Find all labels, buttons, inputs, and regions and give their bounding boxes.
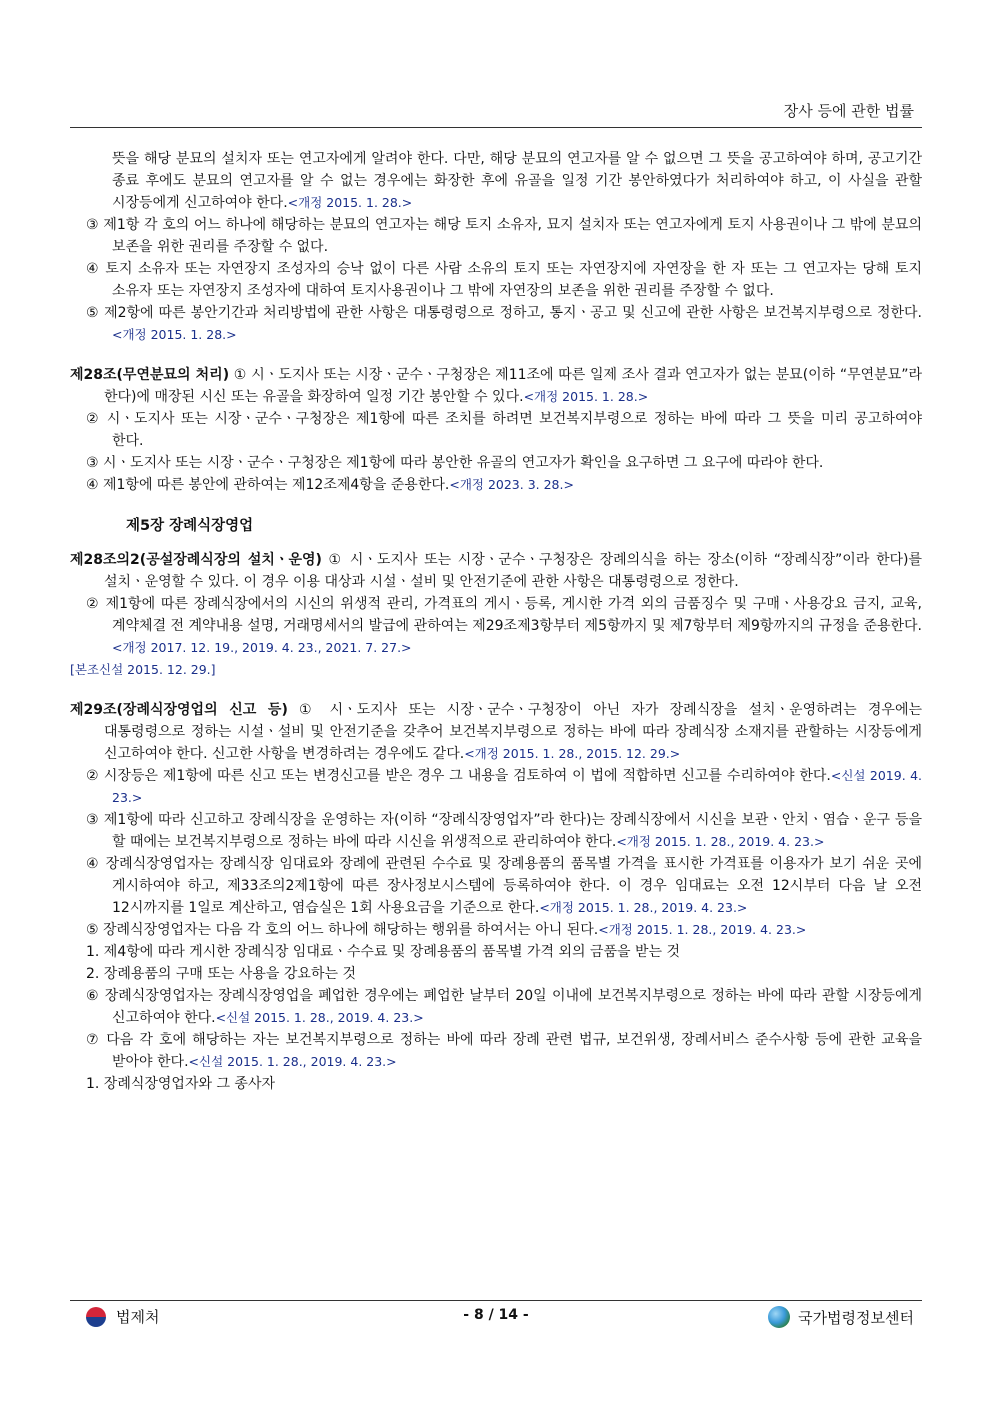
revision-note: <개정 2015. 1. 28., 2019. 4. 23.> xyxy=(598,922,807,937)
revision-note: <개정 2017. 12. 19., 2019. 4. 23., 2021. 7. 27.> xyxy=(112,640,412,655)
clause-text: ⑥ 장례식장영업자는 장례식장영업을 폐업한 경우에는 폐업한 날부터 20일 이내에 보건복지부령으로 정하는 바에 따라 관할 시장등에게 신고하여야 한다. xyxy=(86,988,922,1026)
clause-text: ② 시장등은 제1항에 따른 신고 또는 변경신고를 받은 경우 그 내용을 검토하여 이 법에 적합하면 신고를 수리하여야 한다. xyxy=(86,768,831,784)
law-text-body xyxy=(70,148,922,1095)
clause-text: ① 시ㆍ도지사 또는 시장ㆍ군수ㆍ구청장은 장례의식을 하는 장소(이하 “장례식장”이라 한다)를 설치ㆍ운영할 수 있다. 이 경우 이용 대상과 시설ㆍ설비 및 안전기준에 관한 사항은 대통령령으로 정한다. xyxy=(104,552,922,590)
clause-4: ④ 토지 소유자 또는 자연장지 조성자의 승낙 없이 다른 사람 소유의 토지 또는 자연장지에 자연장을 한 자 또는 그 연고자는 당해 토지 소유자 또는 자연장지 조성자에 대하여 토지사용권이나 그 밖에 자연장의 보존을 위한 권리를 주장할 수 없다. xyxy=(86,261,922,299)
article-title: 제29조(장례식장영업의 신고 등) xyxy=(70,702,288,718)
paragraph-text: 뜻을 해당 분묘의 설치자 또는 연고자에게 알려야 한다. 다만, 해당 분묘의 연고자를 알 수 없으면 그 뜻을 공고하여야 하며, 공고기간 종료 후에도 분묘의 연고자를 알 수 없는 경우에는 화장한 후에 유골을 일정 기간 봉안하였다가 처리하여야 하고, 이 사실을 관할 시장등에게 신고하여야 한다. xyxy=(112,151,922,211)
clause-3: ③ 제1항 각 호의 어느 하나에 해당하는 분묘의 연고자는 해당 토지 소유자, 묘지 설치자 또는 연고자에게 토지 사용권이나 그 밖에 분묘의 보존을 위한 권리를 주장할 수 없다. xyxy=(86,217,922,255)
revision-note: <개정 2015. 1. 28.> xyxy=(287,195,413,210)
clause-6 xyxy=(70,985,922,1029)
clause-5 xyxy=(70,919,922,941)
chapter-heading: 제5장 장례식장영업 xyxy=(126,518,254,534)
clause-3: ③ 시ㆍ도지사 또는 시장ㆍ군수ㆍ구청장은 제1항에 따라 봉안한 유골의 연고자가 확인을 요구하면 그 요구에 따라야 한다. xyxy=(86,455,824,471)
clause-text: ① 시ㆍ도지사 또는 시장ㆍ군수ㆍ구청장은 제11조에 따른 일제 조사 결과 연고자가 없는 분묘(이하 “무연분묘”라 한다)에 매장된 시신 또는 유골을 화장하여 일정 기간 봉안할 수 있다. xyxy=(104,367,923,405)
clause-2 xyxy=(70,765,922,809)
clause-2 xyxy=(70,593,922,659)
subitem-1: 1. 제4항에 따라 게시한 장례식장 임대료ㆍ수수료 및 장례용품의 품목별 가격 외의 금품을 받는 것 xyxy=(86,944,681,960)
clause-text: ⑤ 제2항에 따른 봉안기간과 처리방법에 관한 사항은 대통령령으로 정하고, 통지ㆍ공고 및 신고에 관한 사항은 보건복지부령으로 정한다. xyxy=(86,305,922,321)
article-28-2 xyxy=(70,549,922,593)
subitem-1: 1. 장례식장영업자와 그 종사자 xyxy=(86,1076,275,1092)
clause-4 xyxy=(70,474,922,496)
paragraph-continuation xyxy=(70,148,922,214)
revision-note: <신설 2019. 4. 23.> xyxy=(112,768,922,805)
clause-7 xyxy=(70,1029,922,1073)
article-28 xyxy=(70,364,922,408)
article-new-note: [본조신설 2015. 12. 29.] xyxy=(70,662,216,677)
clause-text: ④ 제1항에 따른 봉안에 관하여는 제12조제4항을 준용한다. xyxy=(86,477,450,493)
article-29 xyxy=(70,699,922,765)
clause-3 xyxy=(70,809,922,853)
footer-divider xyxy=(70,1300,922,1301)
revision-note: <신설 2015. 1. 28., 2019. 4. 23.> xyxy=(215,1010,424,1025)
clause-text: ④ 장례식장영업자는 장례식장 임대료와 장례에 관련된 수수료 및 장례용품의 품목별 가격을 표시한 가격표를 이용자가 보기 쉬운 곳에 게시하여야 하고, 제33조의2제1항에 따른 장사정보시스템에 등록하여야 한다. 이 경우 임대료는 오전 12시부터 다음 날 오전 12시까지를 1일로 계산하고, 염습실은 1회 사용요금을 기준으로 한다. xyxy=(86,856,922,916)
revision-note: <개정 2015. 1. 28., 2019. 4. 23.> xyxy=(539,900,748,915)
revision-note: <신설 2015. 1. 28., 2019. 4. 23.> xyxy=(188,1054,397,1069)
revision-note: <개정 2015. 1. 28., 2015. 12. 29.> xyxy=(464,746,681,761)
header-divider xyxy=(70,127,922,128)
clause-2: ② 시ㆍ도지사 또는 시장ㆍ군수ㆍ구청장은 제1항에 따른 조치를 하려면 보건복지부령으로 정하는 바에 따라 그 뜻을 미리 공고하여야 한다. xyxy=(86,411,922,449)
revision-note: <개정 2015. 1. 28., 2019. 4. 23.> xyxy=(616,834,825,849)
page-number: - 8 / 14 - xyxy=(463,1307,529,1323)
clause-text: ⑤ 장례식장영업자는 다음 각 호의 어느 하나에 해당하는 행위를 하여서는 아니 된다. xyxy=(86,922,599,938)
clause-5 xyxy=(70,302,922,346)
article-title: 제28조(무연분묘의 처리) xyxy=(70,367,230,383)
clause-text: ③ 제1항에 따라 신고하고 장례식장을 운영하는 자(이하 “장례식장영업자”라 한다)는 장례식장에서 시신을 보관ㆍ안치ㆍ염습ㆍ운구 등을 할 때에는 보건복지부령으로 정하는 바에 따라 시신을 위생적으로 관리하여야 한다. xyxy=(86,812,922,850)
article-title: 제28조의2(공설장례식장의 설치ㆍ운영) xyxy=(70,552,322,568)
revision-note: <개정 2023. 3. 28.> xyxy=(449,477,574,492)
revision-note: <개정 2015. 1. 28.> xyxy=(112,327,237,342)
footer-org-label: 법제처 xyxy=(116,1308,160,1326)
clause-4 xyxy=(70,853,922,919)
clause-text: ② 제1항에 따른 장례식장에서의 시신의 위생적 관리, 가격표의 게시ㆍ등록, 게시한 가격 외의 금품징수 및 구매ㆍ사용강요 금지, 교육, 계약체결 전 계약내용 설명, 거래명세서의 발급에 관하여는 제29조제3항부터 제5항까지 및 제7항부터 제9항까지의 규정을 준용한다. xyxy=(86,596,922,634)
subitem-2: 2. 장례용품의 구매 또는 사용을 강요하는 것 xyxy=(86,966,356,982)
footer-right xyxy=(768,1306,914,1328)
globe-logo-icon xyxy=(768,1306,790,1328)
footer-center-label: 국가법령정보센터 xyxy=(798,1308,914,1327)
clause-text: ⑦ 다음 각 호에 해당하는 자는 보건복지부령으로 정하는 바에 따라 장례 관련 법규, 보건위생, 장례서비스 준수사항 등에 관한 교육을 받아야 한다. xyxy=(86,1032,922,1070)
revision-note: <개정 2015. 1. 28.> xyxy=(523,389,649,404)
document-header-title: 장사 등에 관한 법률 xyxy=(783,102,914,120)
clause-text: ① 시ㆍ도지사 또는 시장ㆍ군수ㆍ구청장이 아닌 자가 장례식장을 설치ㆍ운영하려는 경우에는 대통령령으로 정하는 시설ㆍ설비 및 안전기준을 갖추어 보건복지부령으로 정하는 바에 따라 장례식장 소재지를 관할하는 시장등에게 신고하여야 한다. 신고한 사항을 변경하려는 경우에도 같다. xyxy=(104,702,922,762)
